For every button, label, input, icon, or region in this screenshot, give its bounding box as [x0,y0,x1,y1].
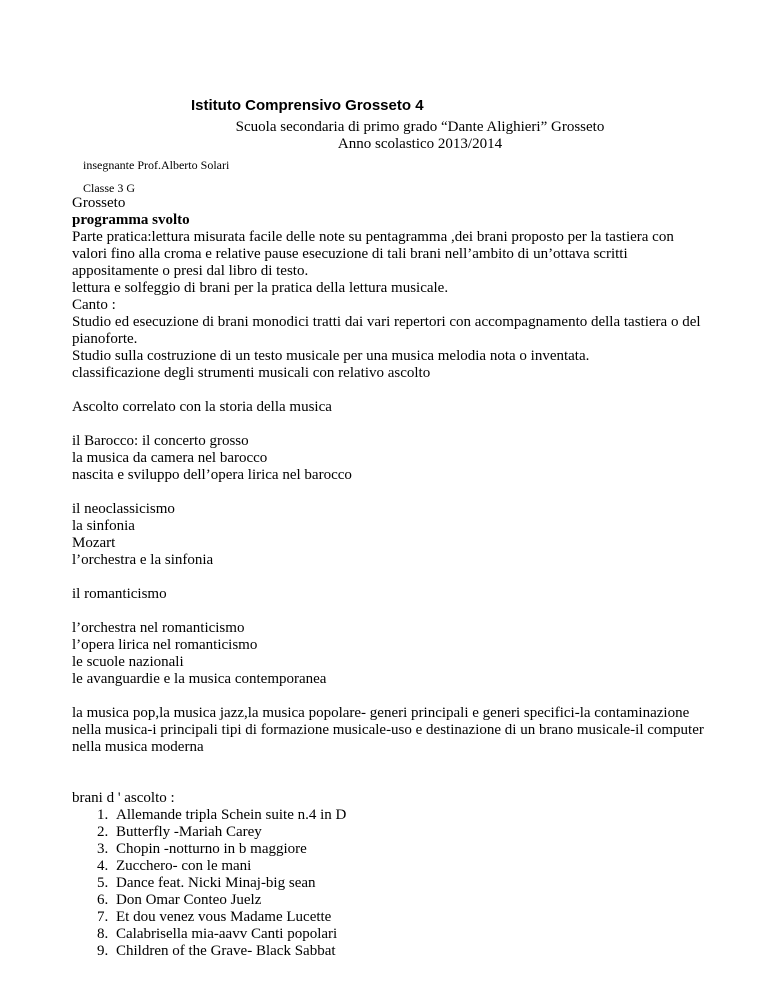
class-line: Classe 3 G [83,181,135,195]
list-item: 9. Children of the Grave- Black Sabbat [112,943,712,960]
romantic-heading: il romanticismo [72,586,167,602]
baroque-item: nascita e sviluppo dell’opera lirica nel barocco [72,467,352,483]
document-body [72,195,712,960]
history-heading: Ascolto correlato con la storia della musica [72,399,332,415]
school-subtitle: Scuola secondaria di primo grado “Dante Alighieri” Grosseto [235,119,605,135]
baroque-item: la musica da camera nel barocco [72,450,268,466]
list-item: 4. Zucchero- con le mani [112,858,712,875]
romantic-item: l’opera lirica nel romanticismo [72,637,258,653]
romantic-item: l’orchestra nel romanticismo [72,620,245,636]
neoclassic-item: la sinfonia [72,518,135,534]
practice-paragraph: Parte pratica:lettura misurata facile delle note su pentagramma ,dei brani proposto per la tastiera con valori fino alla croma e relative pause esecuzione di tali brani nell’ambito di un’ottava scritti appositamente o presi dal libro di testo. [72,229,674,279]
baroque-item: il Barocco: il concerto grosso [72,433,249,449]
neoclassic-item: il neoclassicismo [72,501,175,517]
romantic-item: le scuole nazionali [72,654,184,670]
canto-line-2: Studio sulla costruzione di un testo musicale per una musica melodia nota o inventata. [72,348,590,364]
list-item: 7. Et dou venez vous Madame Lucette [112,909,712,926]
pop-paragraph: la musica pop,la musica jazz,la musica popolare- generi principali e generi specifici-la contaminazione nella musica-i principali tipi di formazione musicale-uso e destinazione di un brano musicale-il computer nella musica moderna [72,705,704,755]
canto-paragraph: Studio ed esecuzione di brani monodici tratti dai vari repertori con accompagnamento della tastiera o del pianoforte. [72,314,701,347]
neoclassic-item: Mozart [72,535,116,551]
list-item: 2. Butterfly -Mariah Carey [112,824,712,841]
school-year: Anno scolastico 2013/2014 [337,136,503,152]
tracks-heading: brani d ' ascolto : [72,790,175,806]
school-name: Istituto Comprensivo Grosseto 4 [191,97,424,114]
tracks-list [72,807,712,960]
list-item: 5. Dance feat. Nicki Minaj-big sean [112,875,712,892]
list-item: 3. Chopin -notturno in b maggiore [112,841,712,858]
romantic-item: le avanguardie e la musica contemporanea [72,671,327,687]
teacher-line: insegnante Prof.Alberto Solari [83,158,230,172]
canto-label: Canto : [72,297,116,313]
canto-line-3: classificazione degli strumenti musicali con relativo ascolto [72,365,431,381]
list-item: 1. Allemande tripla Schein suite n.4 in D [112,807,712,824]
practice-line: lettura e solfeggio di brani per la pratica della lettura musicale. [72,280,449,296]
list-item: 6. Don Omar Conteo Juelz [112,892,712,909]
program-title: programma svolto [72,212,190,228]
neoclassic-item: l’orchestra e la sinfonia [72,552,214,568]
list-item: 8. Calabrisella mia-aavv Canti popolari [112,926,712,943]
city: Grosseto [72,195,126,211]
